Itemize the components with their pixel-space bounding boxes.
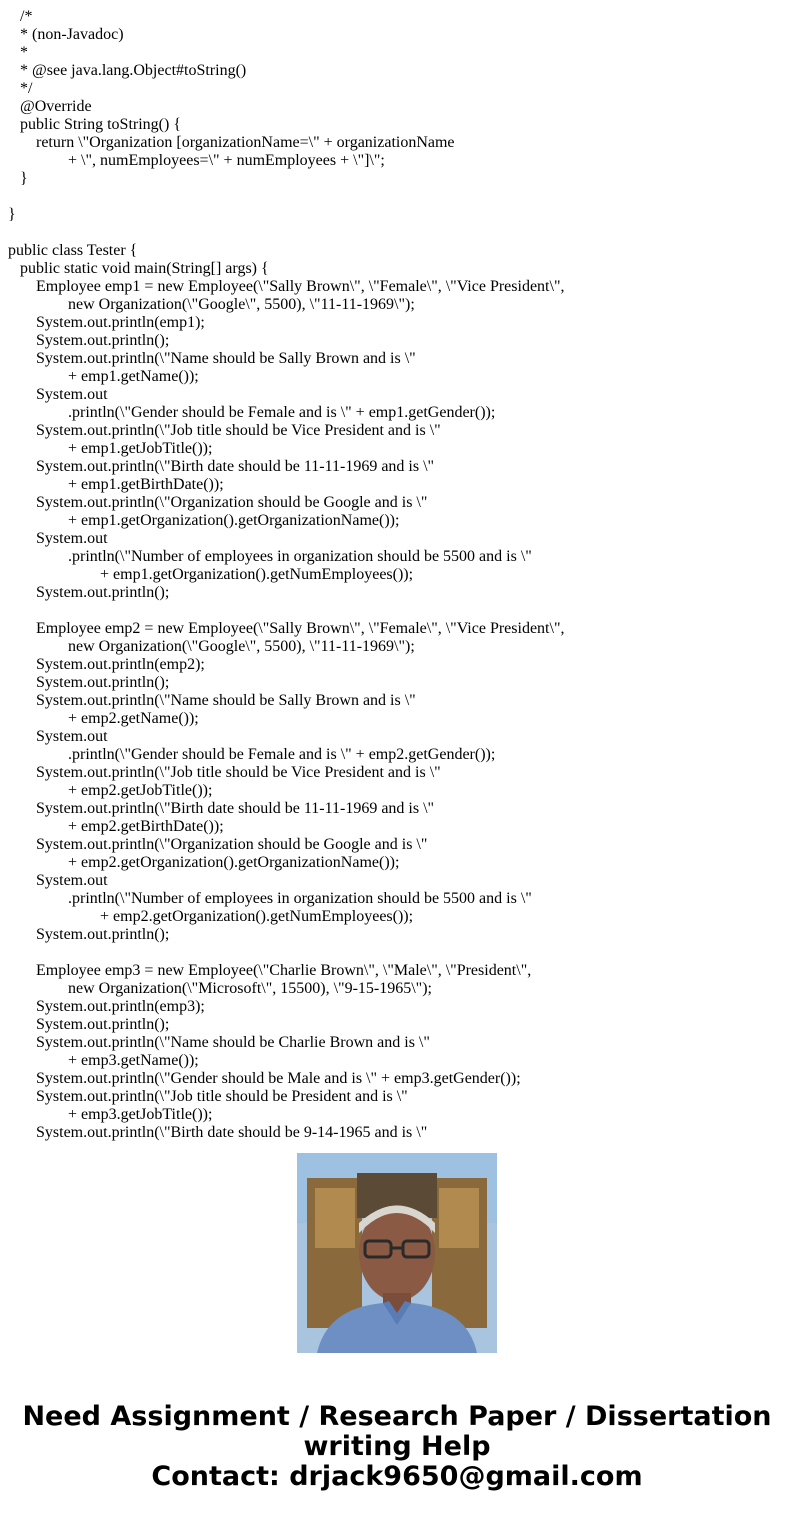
- code-line: }: [8, 206, 16, 223]
- code-line: + emp1.getOrganization().getNumEmployees());: [8, 566, 414, 583]
- code-line: @Override: [8, 98, 92, 115]
- code-line: System.out.println(\"Birth date should be 9-14-1965 and is \": [8, 1124, 428, 1141]
- code-line: System.out: [8, 386, 108, 403]
- code-line: System.out.println(\"Name should be Sally Brown and is \": [8, 350, 416, 367]
- portrait-photo: [297, 1153, 497, 1353]
- code-line: + emp3.getJobTitle());: [8, 1106, 213, 1123]
- code-line: Employee emp3 = new Employee(\"Charlie Brown\", \"Male\", \"President\",: [8, 962, 532, 979]
- code-line: + emp2.getOrganization().getNumEmployees());: [8, 908, 414, 925]
- code-line: }: [8, 170, 28, 187]
- code-line: .println(\"Number of employees in organization should be 5500 and is \": [8, 890, 532, 907]
- code-line: Employee emp2 = new Employee(\"Sally Brown\", \"Female\", \"Vice President\",: [8, 620, 565, 637]
- code-line: Employee emp1 = new Employee(\"Sally Brown\", \"Female\", \"Vice President\",: [8, 278, 565, 295]
- code-line: .println(\"Gender should be Female and is \" + emp1.getGender());: [8, 404, 496, 421]
- code-line: return \"Organization [organizationName=\" + organizationName: [8, 134, 455, 151]
- code-line: .println(\"Number of employees in organization should be 5500 and is \": [8, 548, 532, 565]
- code-line: + emp2.getJobTitle());: [8, 782, 213, 799]
- code-line: System.out: [8, 530, 108, 547]
- code-line: new Organization(\"Google\", 5500), \"11-11-1969\");: [8, 638, 415, 655]
- code-line: new Organization(\"Microsoft\", 15500), \"9-15-1965\");: [8, 980, 432, 997]
- code-line: */: [8, 80, 33, 97]
- code-line: System.out.println(emp3);: [8, 998, 205, 1015]
- code-line: public static void main(String[] args) {: [8, 260, 269, 277]
- code-line: System.out.println();: [8, 332, 170, 349]
- code-line: System.out.println(\"Birth date should be 11-11-1969 and is \": [8, 458, 435, 475]
- code-line: System.out.println();: [8, 584, 170, 601]
- code-line: System.out.println(\"Name should be Sally Brown and is \": [8, 692, 416, 709]
- code-line: + emp1.getJobTitle());: [8, 440, 213, 457]
- code-line: [8, 944, 788, 962]
- code-line: System.out.println(emp1);: [8, 314, 205, 331]
- code-line: System.out.println();: [8, 926, 170, 943]
- author-avatar: [297, 1153, 497, 1353]
- code-line: System.out.println(\"Organization should be Google and is \": [8, 836, 428, 853]
- code-line: + \", numEmployees=\" + numEmployees + \"]\";: [8, 152, 385, 169]
- promo-contact-line: Contact: drjack9650@gmail.com: [151, 1461, 643, 1492]
- code-line: System.out.println(\"Organization should be Google and is \": [8, 494, 428, 511]
- code-line: public class Tester {: [8, 242, 138, 259]
- code-line: System.out.println(\"Job title should be Vice President and is \": [8, 422, 441, 439]
- code-line: + emp2.getName());: [8, 710, 199, 727]
- code-line: + emp3.getName());: [8, 1052, 199, 1069]
- code-line: System.out.println(\"Name should be Charlie Brown and is \": [8, 1034, 430, 1051]
- code-line: .println(\"Gender should be Female and is \" + emp2.getGender());: [8, 746, 496, 763]
- code-line: [8, 602, 788, 620]
- code-line: System.out: [8, 728, 108, 745]
- code-line: [8, 224, 788, 242]
- code-line: * @see java.lang.Object#toString(): [8, 62, 247, 79]
- code-line: /*: [8, 8, 33, 25]
- code-line: + emp1.getName());: [8, 368, 199, 385]
- code-line: System.out.println();: [8, 1016, 170, 1033]
- code-line: System.out.println(\"Birth date should be 11-11-1969 and is \": [8, 800, 435, 817]
- promo-line-2: writing Help: [303, 1431, 491, 1462]
- code-listing: [8, 8, 788, 1141]
- code-line: System.out.println();: [8, 674, 170, 691]
- code-line: System.out.println(emp2);: [8, 656, 205, 673]
- code-line: + emp1.getOrganization().getOrganizationName());: [8, 512, 400, 529]
- promo-line-1: Need Assignment / Research Paper / Dissertation: [22, 1401, 772, 1432]
- code-line: + emp2.getBirthDate());: [8, 818, 224, 835]
- code-line: + emp2.getOrganization().getOrganizationName());: [8, 854, 400, 871]
- promo-banner: [0, 1402, 794, 1492]
- code-line: new Organization(\"Google\", 5500), \"11-11-1969\");: [8, 296, 415, 313]
- code-line: * (non-Javadoc): [8, 26, 124, 43]
- code-line: *: [8, 44, 28, 61]
- code-line: System.out: [8, 872, 108, 889]
- code-line: System.out.println(\"Job title should be Vice President and is \": [8, 764, 441, 781]
- code-line: System.out.println(\"Gender should be Male and is \" + emp3.getGender());: [8, 1070, 521, 1087]
- code-line: System.out.println(\"Job title should be President and is \": [8, 1088, 408, 1105]
- code-line: public String toString() {: [8, 116, 182, 133]
- code-line: [8, 188, 788, 206]
- code-line: + emp1.getBirthDate());: [8, 476, 224, 493]
